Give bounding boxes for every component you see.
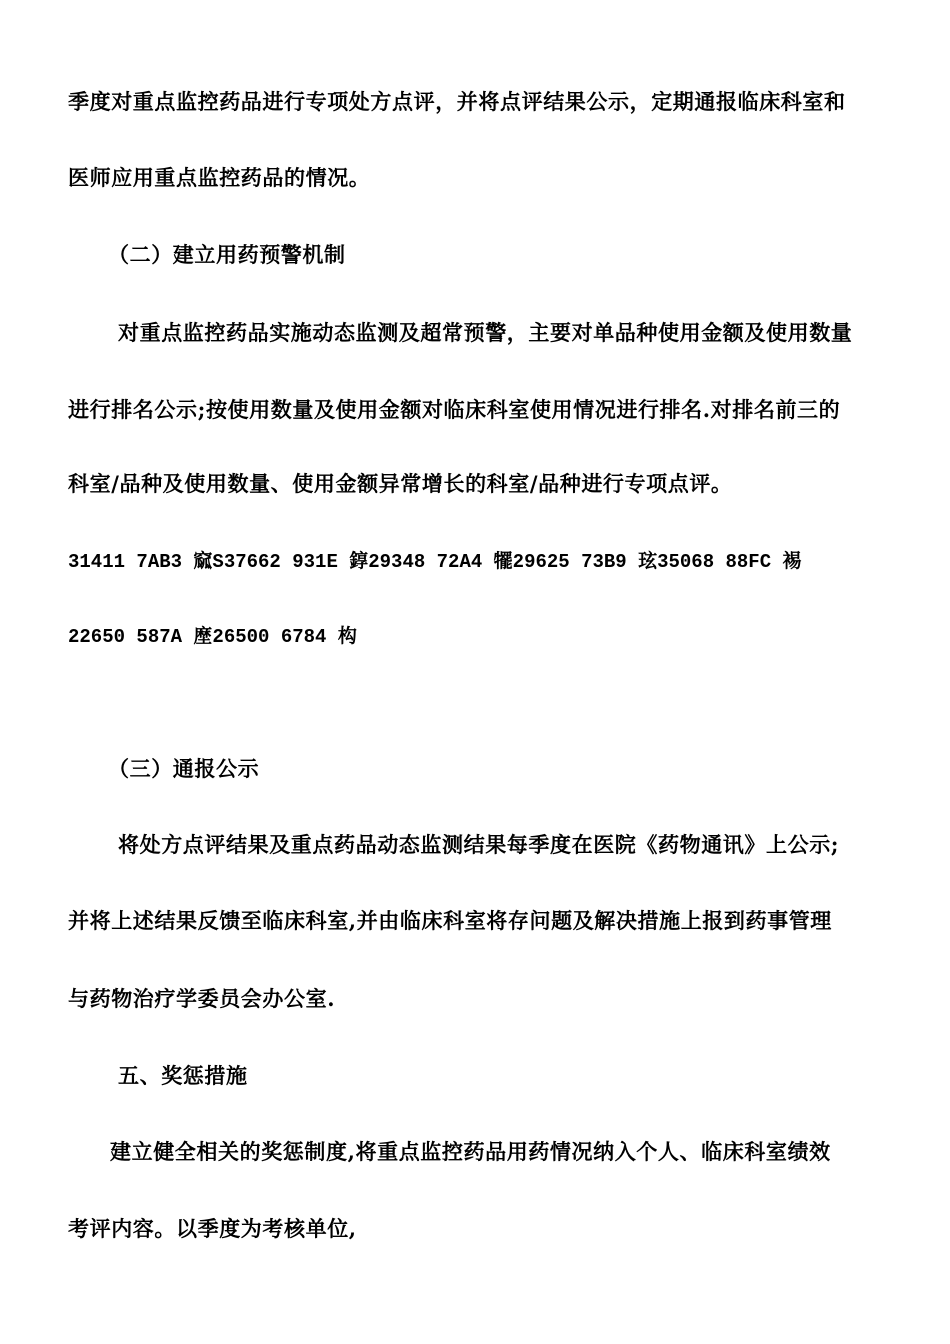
- garbled-code-line: 22650 587A 塺26500 6784 构: [68, 626, 357, 648]
- paragraph-line: 并将上述结果反馈至临床科室,并由临床科室将存问题及解决措施上报到药事管理: [68, 908, 832, 933]
- paragraph-line: 医师应用重点监控药品的情况。: [68, 165, 371, 190]
- section-heading: （三）通报公示: [108, 756, 260, 781]
- paragraph-line: 与药物治疗学委员会办公室.: [68, 986, 336, 1011]
- paragraph-line: 将处方点评结果及重点药品动态监测结果每季度在医院《药物通讯》上公示;: [118, 832, 840, 857]
- paragraph-line: 对重点监控药品实施动态监测及超常预警，主要对单品种使用金额及使用数量: [118, 320, 853, 345]
- section-heading: 五、奖惩措施: [118, 1063, 248, 1088]
- paragraph-line: 考评内容。以季度为考核单位,: [68, 1216, 357, 1241]
- section-heading: （二）建立用药预警机制: [108, 242, 346, 267]
- paragraph-line: 科室/品种及使用数量、使用金额异常增长的科室/品种进行专项点评。: [68, 471, 733, 496]
- paragraph-line: 进行排名公示;按使用数量及使用金额对临床科室使用情况进行排名.对排名前三的: [68, 397, 841, 422]
- paragraph-line: 季度对重点监控药品进行专项处方点评，并将点评结果公示，定期通报临床科室和: [68, 89, 846, 114]
- paragraph-line: 建立健全相关的奖惩制度,将重点监控药品用药情况纳入个人、临床科室绩效: [110, 1139, 831, 1164]
- garbled-code-line: 31411 7AB3 窳S37662 931E 錞29348 72A4 犤29625 73B9 玹35068 88FC 裼: [68, 551, 802, 573]
